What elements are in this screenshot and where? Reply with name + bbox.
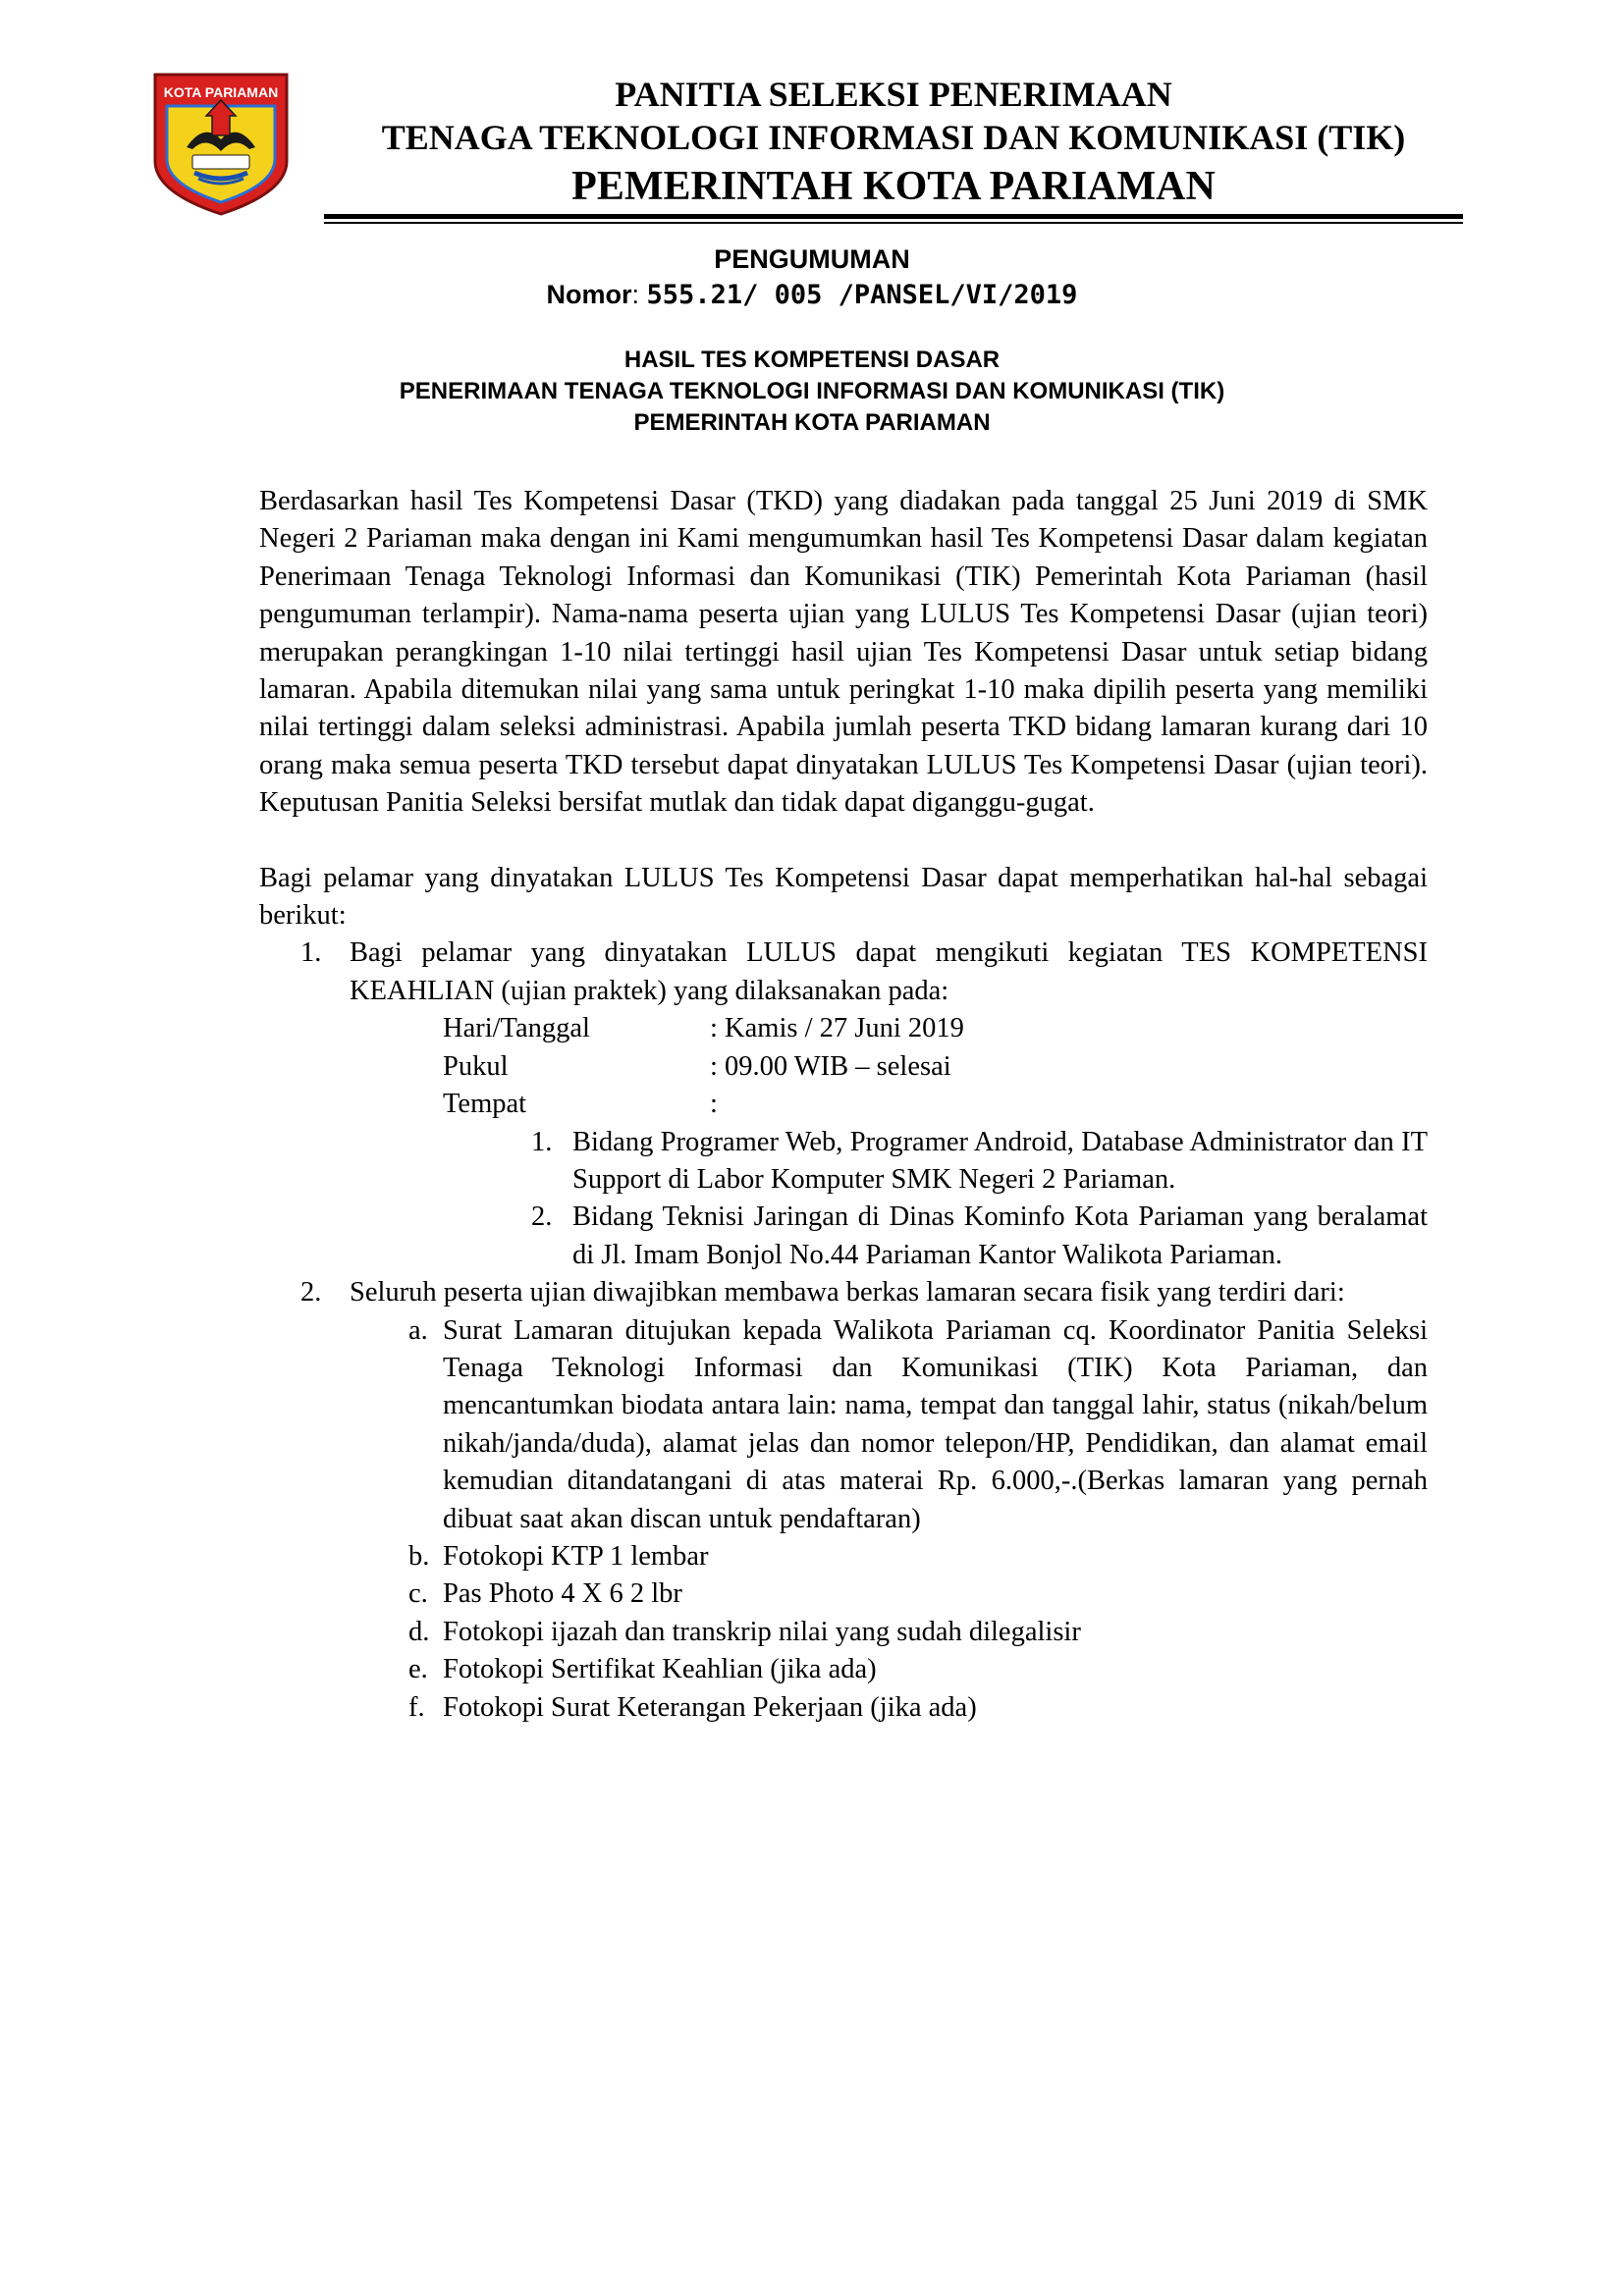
list-marker: 1. [300, 937, 322, 969]
letterhead-line-2: TENAGA TEKNOLOGI INFORMASI DAN KOMUNIKASI (TIK) [381, 118, 1406, 157]
document-text: Pas Photo 4 X 6 2 lbr [443, 1578, 682, 1610]
announcement-number: Nomor: 555.21/ 005 /PANSEL/VI/2019 [546, 280, 1078, 310]
letterhead [314, 73, 1473, 212]
number-value: 555.21/ 005 /PANSEL/VI/2019 [646, 280, 1078, 310]
venue-list [531, 1124, 1428, 1275]
list-marker: d. [408, 1616, 430, 1647]
document-item [408, 1575, 1428, 1613]
svg-text:KOTA PARIAMAN: KOTA PARIAMAN [163, 84, 279, 100]
paragraph-results: Berdasarkan hasil Tes Kompetensi Dasar (TKD) yang diadakan pada tanggal 25 Juni 2019 di SMK Negeri 2 Pariaman maka dengan ini Kami mengumumkan hasil Tes Kompetensi Dasar dalam kegiatan Penerimaan Tenaga Teknologi Informasi dan Komunikasi (TIK) Pemerintah Kota Pariaman (hasil pengumuman terlampir). Nama-nama peserta ujian yang LULUS Tes Kompetensi Dasar (ujian teori) merupakan perangkingan 1-10 nilai tertinggi hasil ujian Tes Kompetensi Dasar untuk setiap bidang lamaran. Apabila ditemukan nilai yang sama untuk peringkat 1-10 maka dipilih peserta yang memiliki nilai tertinggi dalam seleksi administrasi. Apabila jumlah peserta TKD bidang lamaran kurang dari 10 orang maka semua peserta TKD tersebut dapat dinyatakan LULUS Tes Kompetensi Dasar (ujian teori). Keputusan Panitia Seleksi bersifat mutlak dan tidak dapat diganggu-gugat. [259, 486, 1428, 819]
list-marker: a. [408, 1314, 428, 1346]
list-marker: c. [408, 1578, 428, 1610]
list-marker: f. [408, 1691, 425, 1723]
venue-item [531, 1124, 1428, 1200]
document-text: Fotokopi KTP 1 lembar [443, 1540, 709, 1572]
list-marker: e. [408, 1654, 428, 1685]
schedule-value: : 09.00 WIB – selesai [710, 1050, 951, 1082]
document-text: Surat Lamaran ditujukan kepada Walikota Pariaman cq. Koordinator Panitia Seleksi Tenaga Teknologi Informasi dan Komunikasi (TIK) Kota Pariaman, dan mencantumkan biodata antara lain: nama, tempat dan tanggal lahir, status (nikah/belum nikah/janda/duda), alamat jelas dan nomor telepon/HP, Pendidikan, dan alamat email kemudian ditandatangani di atas materai Rp. 6.000,-.(Berkas lamaran yang pernah dibuat saat akan discan untuk pendaftaran) [443, 1314, 1428, 1534]
kota-pariaman-logo [147, 71, 295, 218]
instruction-item-2 [259, 1274, 1428, 1727]
list-marker: 2. [531, 1201, 553, 1233]
document-text: Fotokopi ijazah dan transkrip nilai yang sudah dilegalisir [443, 1616, 1081, 1647]
letterhead-line-3: PEMERINTAH KOTA PARIAMAN [571, 164, 1216, 209]
announcement-heading: PENGUMUMAN [714, 244, 910, 274]
document-text: Fotokopi Surat Keterangan Pekerjaan (jika ada) [443, 1691, 977, 1723]
schedule-label: Hari/Tanggal [443, 1013, 590, 1044]
instruction-item-1 [259, 934, 1428, 1274]
document-body [259, 483, 1428, 1727]
number-label: Nomor [546, 280, 632, 309]
schedule-row [443, 1010, 1428, 1047]
document-item [408, 1538, 1428, 1575]
schedule-table [443, 1010, 1428, 1123]
announcement-title-3: PEMERINTAH KOTA PARIAMAN [633, 409, 991, 436]
schedule-value: : [710, 1089, 718, 1120]
paragraph-instructions: Bagi pelamar yang dinyatakan LULUS Tes Kompetensi Dasar dapat memperhatikan hal-hal sebagai berikut: [259, 862, 1428, 932]
schedule-label: Pukul [443, 1050, 509, 1082]
venue-text: Bidang Programer Web, Programer Android, Database Administrator dan IT Support di Labor Komputer SMK Negeri 2 Pariaman. [572, 1126, 1428, 1195]
letterhead-line-1: PANITIA SELEKSI PENERIMAAN [615, 75, 1172, 114]
instruction-list [259, 934, 1428, 1727]
venue-text: Bidang Teknisi Jaringan di Dinas Kominfo Kota Pariaman yang beralamat di Jl. Imam Bonjol No.44 Pariaman Kantor Walikota Pariaman. [572, 1201, 1428, 1270]
schedule-label: Tempat [443, 1089, 527, 1120]
required-documents-list [408, 1312, 1428, 1727]
document-item [408, 1651, 1428, 1688]
letterhead-rule-thin [324, 222, 1463, 224]
instruction-text: Seluruh peserta ujian diwajibkan membawa berkas lamaran secara fisik yang terdiri dari: [350, 1277, 1345, 1308]
letterhead-rule-thick [324, 214, 1463, 219]
document-item [408, 1689, 1428, 1727]
schedule-value: : Kamis / 27 Juni 2019 [710, 1013, 964, 1044]
document-item [408, 1614, 1428, 1651]
venue-item [531, 1199, 1428, 1274]
schedule-row [443, 1048, 1428, 1086]
document-item [408, 1312, 1428, 1538]
list-marker: b. [408, 1540, 430, 1572]
schedule-row [443, 1086, 1428, 1123]
announcement-title-2: PENERIMAAN TENAGA TEKNOLOGI INFORMASI DAN KOMUNIKASI (TIK) [399, 378, 1225, 404]
document-text: Fotokopi Sertifikat Keahlian (jika ada) [443, 1654, 877, 1685]
announcement-title-1: HASIL TES KOMPETENSI DASAR [623, 347, 1001, 373]
instruction-text: Bagi pelamar yang dinyatakan LULUS dapat mengikuti kegiatan TES KOMPETENSI KEAHLIAN (ujian praktek) yang dilaksanakan pada: [350, 937, 1428, 1006]
list-marker: 2. [300, 1277, 322, 1308]
list-marker: 1. [531, 1126, 553, 1157]
